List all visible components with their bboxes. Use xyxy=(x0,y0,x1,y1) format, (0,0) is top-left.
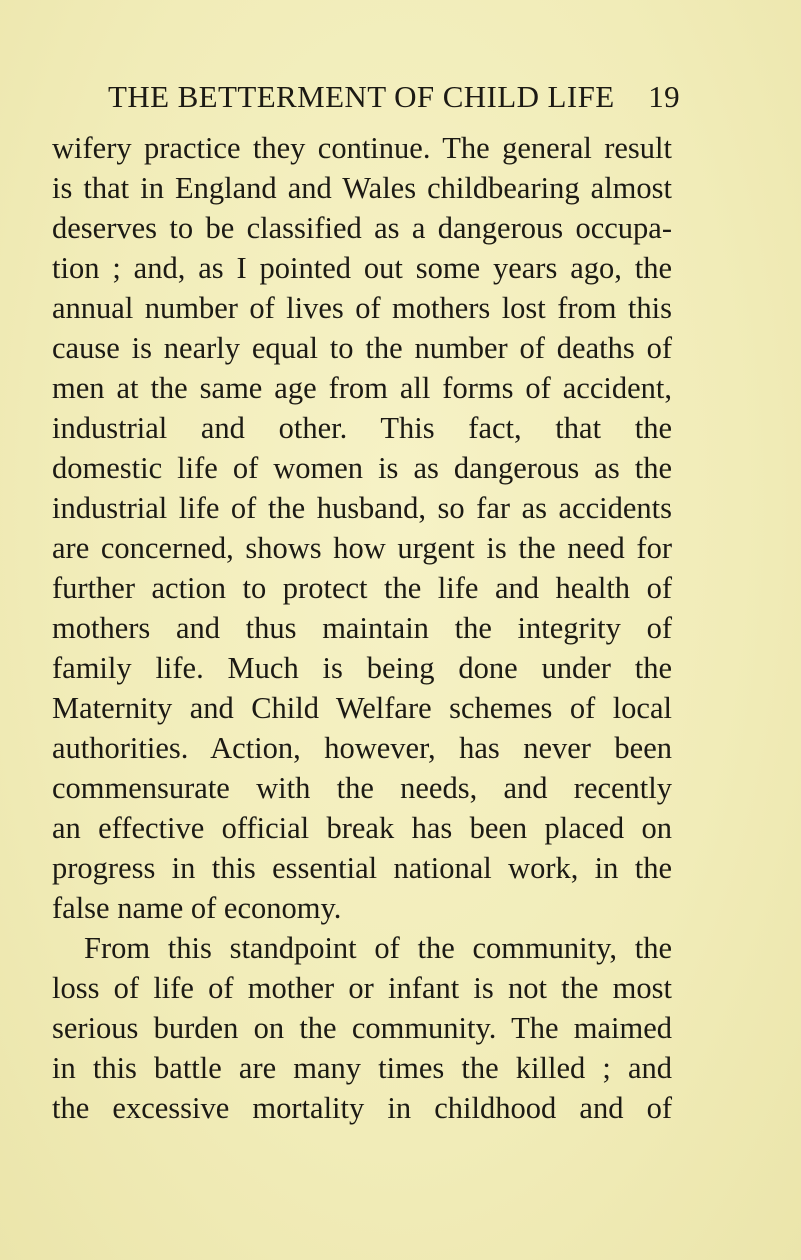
text-line: false name of economy. xyxy=(52,891,342,925)
text-line: From this standpoint of the community, the xyxy=(84,931,672,965)
body-text xyxy=(52,128,672,1128)
running-title: THE BETTERMENT OF CHILD LIFE xyxy=(108,79,615,114)
text-line: loss of life of mother or infant is not the most xyxy=(52,971,672,1005)
page-number: 19 xyxy=(648,79,680,114)
text-line: in this battle are many times the killed ; and xyxy=(52,1051,672,1085)
text-line: the excessive mortality in childhood and of xyxy=(52,1091,672,1125)
text-line: cause is nearly equal to the number of deaths of xyxy=(52,331,672,365)
text-line: further action to protect the life and health of xyxy=(52,571,672,605)
text-line: deserves to be classified as a dangerous occupa- xyxy=(52,211,672,245)
text-line: industrial and other. This fact, that the xyxy=(52,411,672,445)
text-line: commensurate with the needs, and recently xyxy=(52,771,672,805)
text-line: wifery practice they continue. The general result xyxy=(52,131,672,165)
text-line: mothers and thus maintain the integrity of xyxy=(52,611,672,645)
text-line: men at the same age from all forms of accident, xyxy=(52,371,672,405)
text-line: progress in this essential national work, in the xyxy=(52,851,672,885)
text-line: authorities. Action, however, has never been xyxy=(52,731,672,765)
text-line: industrial life of the husband, so far as accidents xyxy=(52,491,672,525)
running-head xyxy=(108,79,680,119)
text-line: an effective official break has been placed on xyxy=(52,811,672,845)
text-line: is that in England and Wales childbearing almost xyxy=(52,171,672,205)
text-line: serious burden on the community. The maimed xyxy=(52,1011,672,1045)
text-line: tion ; and, as I pointed out some years ago, the xyxy=(52,251,672,285)
text-line: Maternity and Child Welfare schemes of local xyxy=(52,691,672,725)
text-line: domestic life of women is as dangerous as the xyxy=(52,451,672,485)
text-line: are concerned, shows how urgent is the need for xyxy=(52,531,672,565)
text-line: family life. Much is being done under the xyxy=(52,651,672,685)
text-line: annual number of lives of mothers lost from this xyxy=(52,291,672,325)
